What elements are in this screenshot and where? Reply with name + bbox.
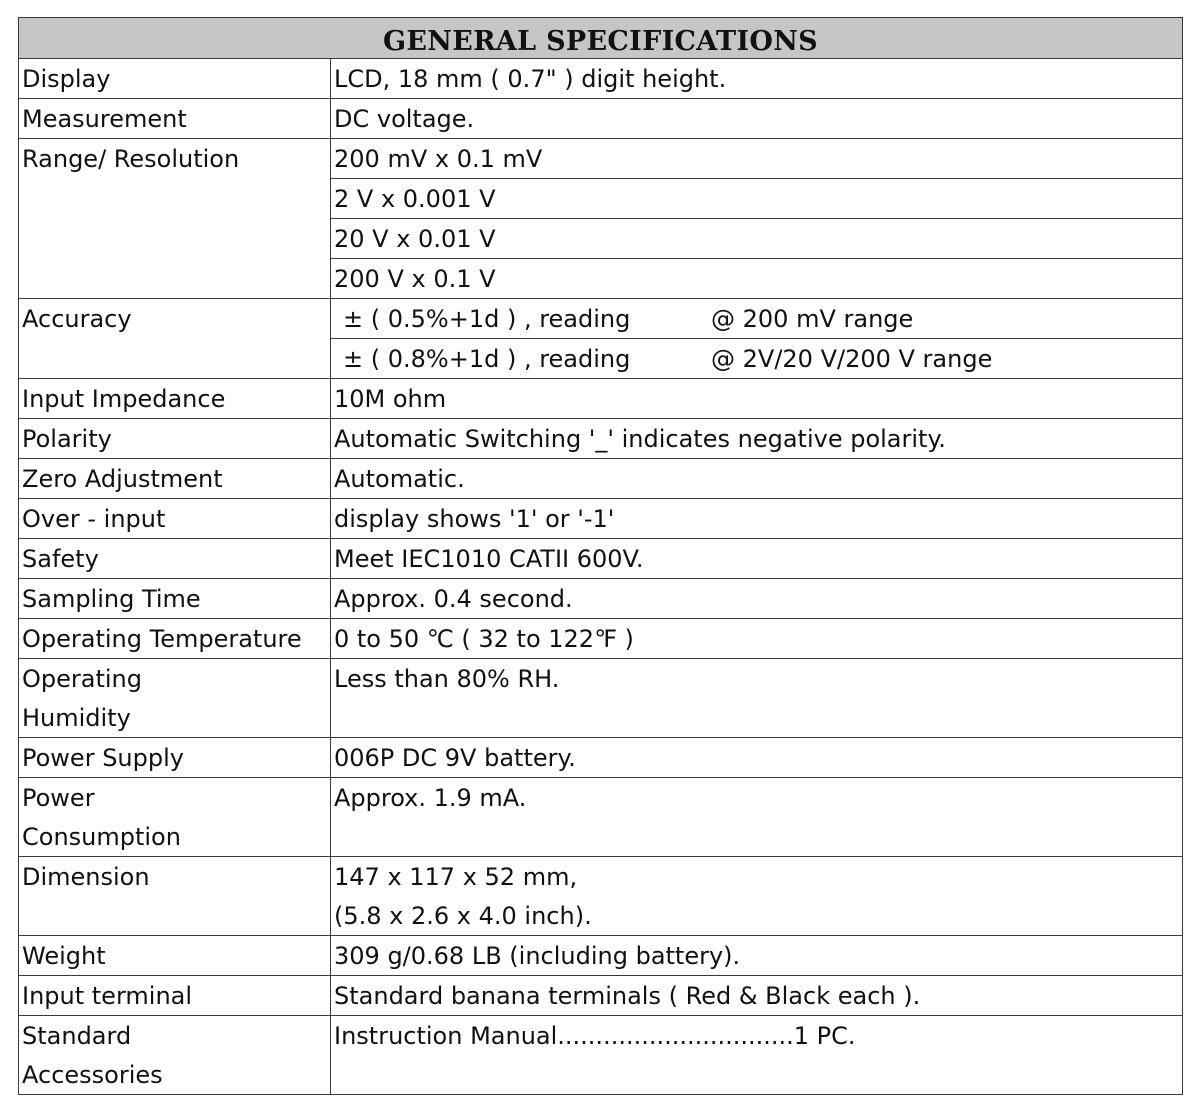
spec-row-operating-temperature — [19, 619, 1183, 659]
spec-row-display — [19, 59, 1183, 99]
spec-label — [19, 619, 331, 659]
value-text: 309 g/0.68 LB (including battery). — [334, 942, 741, 970]
spec-label — [19, 419, 331, 459]
accuracy-tolerance: ± ( 0.5%+1d ) , reading — [343, 305, 631, 333]
spec-value — [331, 778, 1183, 857]
spec-row-weight — [19, 936, 1183, 976]
label-text: Range/ Resolution — [22, 145, 240, 173]
spec-value — [331, 579, 1183, 619]
label-text: Standard — [22, 1022, 132, 1050]
value-text: display shows '1' or '-1' — [334, 505, 615, 533]
spec-row-standard-accessories — [19, 1016, 1183, 1095]
spec-label — [19, 1016, 331, 1095]
value-text: DC voltage. — [334, 105, 475, 133]
label-text: Input terminal — [22, 982, 193, 1010]
spec-label — [19, 99, 331, 139]
table-title-cell — [19, 18, 1183, 59]
spec-value — [331, 976, 1183, 1016]
spec-value — [331, 459, 1183, 499]
value-text: 200 V x 0.1 V — [334, 265, 496, 293]
spec-value — [331, 659, 1183, 738]
value-text: 006P DC 9V battery. — [334, 744, 576, 772]
spec-value — [331, 936, 1183, 976]
value-text: Approx. 0.4 second. — [334, 585, 573, 613]
spec-value — [331, 857, 1183, 936]
label-text: Measurement — [22, 105, 187, 133]
label-text: Power Supply — [22, 744, 184, 772]
spec-table — [18, 17, 1183, 1095]
label-text: Zero Adjustment — [22, 465, 223, 493]
value-text: 147 x 117 x 52 mm, — [334, 863, 578, 891]
spec-row-input-impedance — [19, 379, 1183, 419]
value-text: 0 to 50 ℃ ( 32 to 122℉ ) — [334, 625, 634, 653]
spec-label — [19, 299, 331, 379]
spec-row-power-supply — [19, 738, 1183, 778]
spec-value — [331, 99, 1183, 139]
value-text: Meet IEC1010 CATII 600V. — [334, 545, 644, 573]
value-text: Automatic Switching '_' indicates negative polarity. — [334, 425, 946, 453]
spec-value — [331, 179, 1183, 219]
value-text: 10M ohm — [334, 385, 447, 413]
spec-row-operating-humidity — [19, 659, 1183, 738]
label-text: Consumption — [22, 823, 181, 851]
spec-label — [19, 976, 331, 1016]
spec-row-polarity — [19, 419, 1183, 459]
spec-value — [331, 139, 1183, 179]
spec-value — [331, 539, 1183, 579]
spec-label — [19, 139, 331, 299]
label-text: Operating — [22, 665, 142, 693]
spec-row-measurement — [19, 99, 1183, 139]
accuracy-range: @ 200 mV range — [711, 305, 914, 333]
spec-row-dimension — [19, 857, 1183, 936]
spec-value — [331, 339, 1183, 379]
spec-value — [331, 619, 1183, 659]
accuracy-tolerance: ± ( 0.8%+1d ) , reading — [343, 345, 631, 373]
spec-label — [19, 379, 331, 419]
label-text: Safety — [22, 545, 99, 573]
spec-value — [331, 499, 1183, 539]
accuracy-range: @ 2V/20 V/200 V range — [711, 345, 993, 373]
label-text: Accessories — [22, 1061, 163, 1089]
value-text: 2 V x 0.001 V — [334, 185, 496, 213]
spec-row-sampling-time — [19, 579, 1183, 619]
spec-label — [19, 738, 331, 778]
spec-label — [19, 499, 331, 539]
spec-value — [331, 419, 1183, 459]
spec-label — [19, 778, 331, 857]
label-text: Operating Temperature — [22, 625, 302, 653]
spec-label — [19, 59, 331, 99]
value-text: Automatic. — [334, 465, 465, 493]
spec-row-over-input — [19, 499, 1183, 539]
value-text: 20 V x 0.01 V — [334, 225, 496, 253]
spec-value — [331, 219, 1183, 259]
label-text: Accuracy — [22, 305, 132, 333]
spec-value — [331, 1016, 1183, 1095]
label-text: Polarity — [22, 425, 112, 453]
spec-value — [331, 379, 1183, 419]
spec-value — [331, 59, 1183, 99]
label-text: Sampling Time — [22, 585, 201, 613]
spec-row-power-consumption — [19, 778, 1183, 857]
table-title: GENERAL SPECIFICATIONS — [383, 26, 818, 57]
spec-label — [19, 936, 331, 976]
spec-row-zero-adjustment — [19, 459, 1183, 499]
spec-value — [331, 738, 1183, 778]
label-text: Weight — [22, 942, 106, 970]
value-text: Approx. 1.9 mA. — [334, 784, 527, 812]
spec-row-safety — [19, 539, 1183, 579]
spec-value — [331, 259, 1183, 299]
label-text: Power — [22, 784, 95, 812]
spec-row-input-terminal — [19, 976, 1183, 1016]
spec-label — [19, 659, 331, 738]
spec-row-range-resolution — [19, 139, 1183, 179]
label-text: Dimension — [22, 863, 150, 891]
spec-label — [19, 459, 331, 499]
title-row — [19, 18, 1183, 59]
spec-label — [19, 579, 331, 619]
value-text: LCD, 18 mm ( 0.7" ) digit height. — [334, 65, 727, 93]
spec-value — [331, 299, 1183, 339]
value-text: Less than 80% RH. — [334, 665, 560, 693]
spec-row-accuracy — [19, 299, 1183, 339]
spec-label — [19, 539, 331, 579]
value-text: Instruction Manual...............................1 PC. — [334, 1022, 856, 1050]
spec-label — [19, 857, 331, 936]
label-text: Humidity — [22, 704, 131, 732]
value-text: Standard banana terminals ( Red & Black each ). — [334, 982, 921, 1010]
label-text: Input Impedance — [22, 385, 226, 413]
label-text: Display — [22, 65, 111, 93]
label-text: Over - input — [22, 505, 166, 533]
value-text: (5.8 x 2.6 x 4.0 inch). — [334, 902, 592, 930]
value-text: 200 mV x 0.1 mV — [334, 145, 543, 173]
